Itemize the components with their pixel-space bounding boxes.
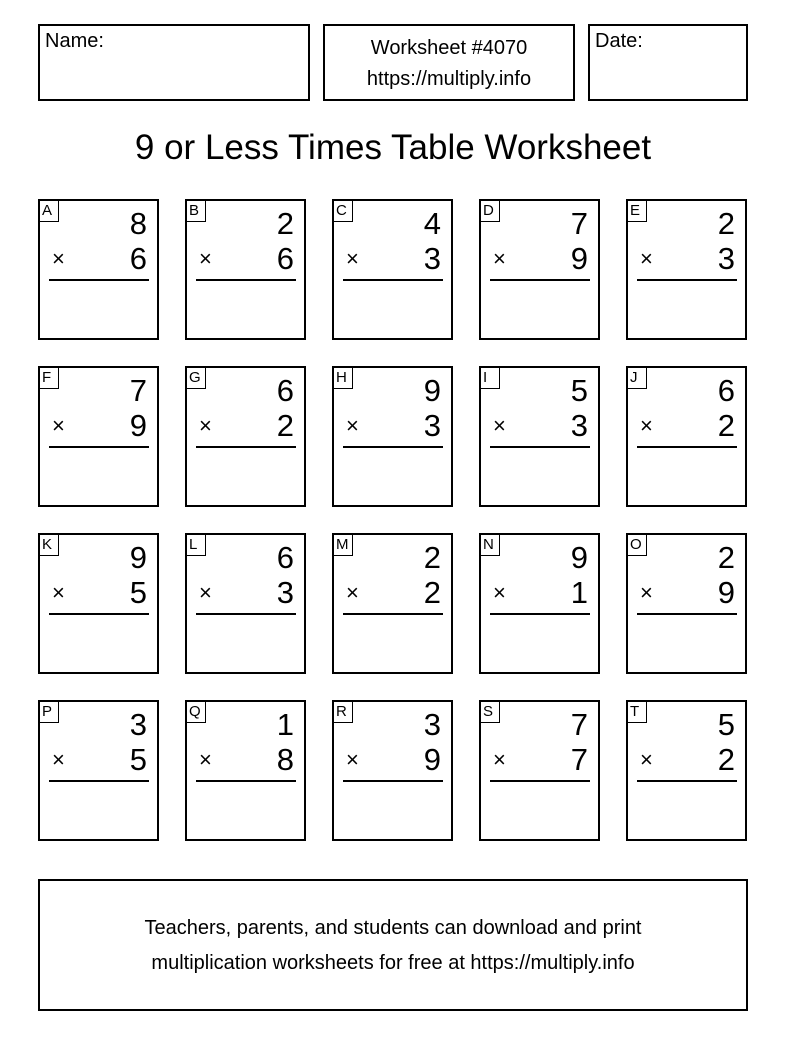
multiplicand: 2 xyxy=(717,540,735,575)
name-field-box[interactable] xyxy=(38,24,310,101)
worksheet-info-box xyxy=(323,24,575,101)
problem-card[interactable] xyxy=(185,533,306,674)
name-label: Name: xyxy=(45,30,104,52)
times-sign: × xyxy=(199,580,212,605)
multiplicand: 2 xyxy=(276,206,294,241)
problem-card[interactable] xyxy=(479,199,600,340)
problem-card[interactable] xyxy=(479,366,600,507)
multiplicand: 7 xyxy=(570,707,588,742)
times-sign: × xyxy=(199,747,212,772)
multiplier: 5 xyxy=(129,742,147,777)
problem-letter: L xyxy=(186,534,206,556)
multiplicand: 9 xyxy=(570,540,588,575)
worksheet-url[interactable]: https://multiply.info xyxy=(366,68,532,90)
multiplicand: 4 xyxy=(423,206,441,241)
multiplicand: 6 xyxy=(717,373,735,408)
times-sign: × xyxy=(52,747,65,772)
problem-letter: B xyxy=(186,200,206,222)
date-label: Date: xyxy=(595,30,643,52)
answer-line xyxy=(637,780,737,782)
problem-card[interactable] xyxy=(185,700,306,841)
answer-line xyxy=(490,446,590,448)
problem-letter: G xyxy=(186,367,206,389)
multiplicand: 1 xyxy=(276,707,294,742)
multiplier: 2 xyxy=(276,408,294,443)
problem-letter: A xyxy=(39,200,59,222)
times-sign: × xyxy=(493,413,506,438)
problem-letter: N xyxy=(480,534,500,556)
problem-letter: D xyxy=(480,200,500,222)
times-sign: × xyxy=(52,580,65,605)
multiplier: 3 xyxy=(423,241,441,276)
multiplier: 2 xyxy=(717,742,735,777)
problem-card[interactable] xyxy=(332,366,453,507)
times-sign: × xyxy=(640,580,653,605)
times-sign: × xyxy=(493,246,506,271)
times-sign: × xyxy=(52,413,65,438)
times-sign: × xyxy=(640,413,653,438)
problem-letter: C xyxy=(333,200,353,222)
problem-letter: Q xyxy=(186,701,206,723)
problem-card[interactable] xyxy=(479,700,600,841)
multiplier: 2 xyxy=(717,408,735,443)
problem-card[interactable] xyxy=(38,199,159,340)
problem-letter: F xyxy=(39,367,59,389)
multiplicand: 7 xyxy=(129,373,147,408)
times-sign: × xyxy=(346,580,359,605)
multiplier: 6 xyxy=(129,241,147,276)
multiplier: 9 xyxy=(570,241,588,276)
times-sign: × xyxy=(346,246,359,271)
times-sign: × xyxy=(493,747,506,772)
times-sign: × xyxy=(493,580,506,605)
answer-line xyxy=(49,446,149,448)
footer-box xyxy=(38,879,748,1011)
answer-line xyxy=(196,446,296,448)
problem-card[interactable] xyxy=(626,700,747,841)
multiplier: 1 xyxy=(570,575,588,610)
problem-letter: T xyxy=(627,701,647,723)
problem-card[interactable] xyxy=(626,199,747,340)
answer-line xyxy=(637,613,737,615)
times-sign: × xyxy=(640,747,653,772)
multiplier: 9 xyxy=(423,742,441,777)
answer-line xyxy=(343,279,443,281)
multiplier: 9 xyxy=(717,575,735,610)
footer-text-line-2: multiplication worksheets for free at https://multiply.info xyxy=(151,952,635,974)
multiplicand: 5 xyxy=(570,373,588,408)
multiplicand: 3 xyxy=(423,707,441,742)
multiplicand: 6 xyxy=(276,540,294,575)
problem-card[interactable] xyxy=(185,199,306,340)
footer-text-line-1: Teachers, parents, and students can download and print xyxy=(144,917,642,939)
problem-card[interactable] xyxy=(38,533,159,674)
problem-letter: M xyxy=(333,534,353,556)
multiplier: 9 xyxy=(129,408,147,443)
times-sign: × xyxy=(52,246,65,271)
problem-letter: H xyxy=(333,367,353,389)
multiplicand: 6 xyxy=(276,373,294,408)
answer-line xyxy=(490,780,590,782)
multiplier: 3 xyxy=(276,575,294,610)
problem-letter: O xyxy=(627,534,647,556)
problem-letter: P xyxy=(39,701,59,723)
multiplier: 2 xyxy=(423,575,441,610)
answer-line xyxy=(490,613,590,615)
multiplier: 6 xyxy=(276,241,294,276)
times-sign: × xyxy=(199,413,212,438)
problem-card[interactable] xyxy=(332,199,453,340)
answer-line xyxy=(196,613,296,615)
multiplier: 8 xyxy=(276,742,294,777)
answer-line xyxy=(49,279,149,281)
multiplicand: 3 xyxy=(129,707,147,742)
problem-letter: J xyxy=(627,367,647,389)
problem-card[interactable] xyxy=(626,366,747,507)
multiplicand: 9 xyxy=(423,373,441,408)
problem-letter: S xyxy=(480,701,500,723)
multiplicand: 7 xyxy=(570,206,588,241)
answer-line xyxy=(343,780,443,782)
times-sign: × xyxy=(199,246,212,271)
problem-card[interactable] xyxy=(185,366,306,507)
answer-line xyxy=(343,446,443,448)
problem-card[interactable] xyxy=(332,700,453,841)
multiplier: 5 xyxy=(129,575,147,610)
multiplier: 7 xyxy=(570,742,588,777)
answer-line xyxy=(637,446,737,448)
worksheet-number: Worksheet #4070 xyxy=(370,37,528,59)
problem-letter: K xyxy=(39,534,59,556)
answer-line xyxy=(196,279,296,281)
problem-letter: R xyxy=(333,701,353,723)
date-field-box[interactable] xyxy=(588,24,748,101)
answer-line xyxy=(490,279,590,281)
multiplier: 3 xyxy=(570,408,588,443)
problem-card[interactable] xyxy=(479,533,600,674)
page-title: 9 or Less Times Table Worksheet xyxy=(134,128,652,167)
problem-letter: E xyxy=(627,200,647,222)
times-sign: × xyxy=(346,413,359,438)
multiplicand: 2 xyxy=(717,206,735,241)
times-sign: × xyxy=(346,747,359,772)
multiplicand: 9 xyxy=(129,540,147,575)
answer-line xyxy=(637,279,737,281)
answer-line xyxy=(343,613,443,615)
answer-line xyxy=(49,613,149,615)
problem-card[interactable] xyxy=(332,533,453,674)
times-sign: × xyxy=(640,246,653,271)
answer-line xyxy=(49,780,149,782)
answer-line xyxy=(196,780,296,782)
problem-letter: I xyxy=(480,367,500,389)
multiplicand: 5 xyxy=(717,707,735,742)
multiplier: 3 xyxy=(717,241,735,276)
problem-card[interactable] xyxy=(38,700,159,841)
multiplicand: 8 xyxy=(129,206,147,241)
multiplier: 3 xyxy=(423,408,441,443)
problem-card[interactable] xyxy=(626,533,747,674)
multiplicand: 2 xyxy=(423,540,441,575)
problem-card[interactable] xyxy=(38,366,159,507)
